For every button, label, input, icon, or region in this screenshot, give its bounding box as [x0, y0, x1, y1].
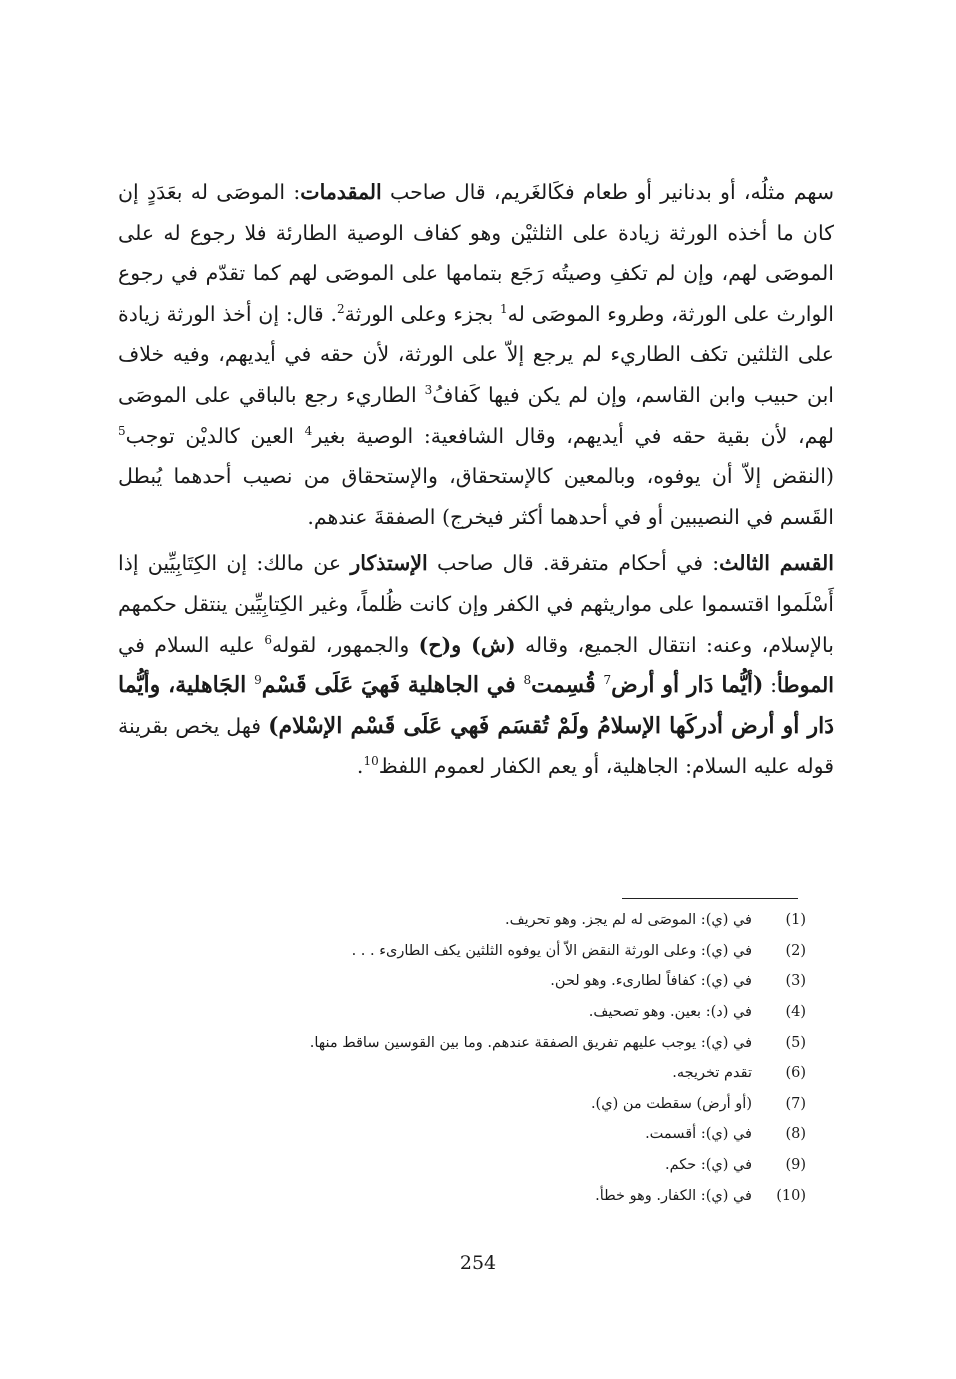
- text-run: فهل يخص بقرينة قوله عليه السلام: الجاهلية، أو يعم الكفار لعموم اللفظ: [118, 713, 834, 779]
- footnote-number: (3): [785, 973, 806, 990]
- footnote-item: [240, 1058, 806, 1089]
- text-run: الطاريء رجع بالباقي على الموصَى لهم، لأن بقية حقه في أيديهم، وقال الشافعية: الوصية بغير: [118, 382, 834, 448]
- footnote-text: في (ي): كفافاً لطارىء. وهو لحن.: [550, 973, 752, 990]
- footnote-item: [240, 936, 806, 967]
- footnote-text: في (د): بعين. وهو تصحيف.: [588, 1004, 752, 1021]
- bold-term: الإستذكار: [350, 551, 428, 576]
- text-run: (النقض إلاّ أن يوفوه، وبالمعين كالإستحقاق، والإستحقاق من نصيب أحدهما يُبطل القَسم في النصيبين أو في أحدهما أكثر فيخرج) الصفقةَ عندهم.: [118, 464, 834, 529]
- footnote-item: [240, 1150, 806, 1181]
- footnote-text: في (ي): يوجب عليهم تفريق الصفقة عندهم. وما بين القوسين ساقط منها.: [309, 1034, 752, 1051]
- bold-term: (ش) و(ح): [418, 632, 516, 657]
- hadith-text: (أيُّما دَار أو أرض: [611, 672, 764, 699]
- footnote-item: [240, 1119, 806, 1150]
- footnote-text: في (ي): حكم.: [664, 1157, 752, 1174]
- footnote-number: (2): [785, 942, 806, 959]
- footnote-item: [240, 1089, 806, 1120]
- footnote-item: [240, 1180, 806, 1211]
- text-run: : الموصَى له بعَدَدٍ إن كان ما أخذه الورثة زيادة على الثلثيْن وهو كفاف الوصية الطارئة فلا رجوع له على الموصَى لهم، وإن لم تكفِ وصيتُه رَجَع بتمامها على الموصَى لهم كما تقدّم في رجوع الوارث على الورثة، وطروء الموصَى له: [118, 180, 834, 326]
- footnote-number: (8): [785, 1126, 806, 1143]
- hadith-text: الجَاهلية، وأيُّما دَار أو أرض أدركَها الإسلامُ ولَمْ تُقسَم فَهي عَلَى قَسْم الإسْلام): [118, 672, 834, 739]
- footnote-ref-1: 1: [499, 301, 508, 316]
- main-text: [118, 172, 834, 787]
- footnote-item: [240, 905, 806, 936]
- footnote-ref-3: 3: [424, 383, 433, 398]
- footnote-ref-5: 5: [118, 423, 126, 438]
- footnote-item: [240, 997, 806, 1028]
- footnote-text: في (ي): أقسمت.: [645, 1126, 752, 1143]
- hadith-text: في الجاهلية فَهيَ عَلَى قَسْم: [261, 672, 524, 699]
- text-run: العين كالديْن توجب: [125, 423, 305, 448]
- footnote-number: (1): [785, 912, 806, 929]
- footnote-text: في (ي): الكفار. وهو خطأ.: [595, 1187, 752, 1204]
- text-run: عليه السلام في: [118, 632, 265, 657]
- footnote-text: (أو أرض) سقطت من (ي).: [590, 1095, 752, 1112]
- footnote-ref-6: 6: [264, 632, 272, 647]
- text-run: عن مالك: إن الكِتَابِيِّين إذا أَسْلَموا اقتسموا على مواريثهم في الكفر وإن كانت ظُلماً، وغير الكِتابِيِّين ينتقل حكمهم بالإسلام، وعنه: انتقال الجميع، وقاله: [118, 551, 834, 657]
- footnote-number: (7): [785, 1095, 806, 1112]
- text-run: والجمهور، لقوله: [271, 632, 419, 657]
- text-run: .: [356, 754, 364, 779]
- footnote-number: (10): [776, 1187, 806, 1204]
- footnote-separator: [622, 898, 798, 899]
- footnote-ref-10: 10: [363, 754, 379, 769]
- footnote-ref-4: 4: [304, 423, 313, 438]
- paragraph-1: [118, 172, 834, 537]
- footnote-text: تقدم تخريجه.: [672, 1065, 752, 1082]
- footnote-number: (6): [785, 1065, 806, 1082]
- text-run: : في أحكام متفرقة. قال صاحب: [427, 551, 720, 576]
- text-run: بجزء وعلى الورثة: [344, 301, 500, 326]
- hadith-text: قُسِمت: [531, 672, 604, 699]
- text-run: . قال: إن أخذ الورثة زيادة على الثلثين تكف الطاريء لم يرجع إلاّ على الورثة، لأن حقه في أيديهم، وفيه خلاف ابن حبيب وابن القاسم، وإن لم يكن فيها كَفافُ: [118, 301, 834, 407]
- footnote-ref-8: 8: [523, 673, 532, 688]
- bold-term: الموطأ: [777, 673, 834, 698]
- footnote-ref-7: 7: [603, 673, 612, 688]
- footnote-text: في (ي): الموصَى له لم يجز. وهو تحريف.: [504, 912, 752, 929]
- footnote-ref-2: 2: [336, 301, 345, 316]
- footnote-text: في (ي): وعلى الورثة النقض الاّ أن يوفوه الثلثين يكف الطارىء . . .: [351, 942, 752, 959]
- text-run: :: [763, 673, 778, 698]
- section-heading: القسم الثالث: [719, 551, 834, 576]
- bold-term: المقدمات: [300, 180, 382, 204]
- footnote-number: (9): [785, 1157, 806, 1174]
- footnote-number: (5): [785, 1034, 806, 1051]
- page-number: 254: [459, 1252, 497, 1274]
- footnote-item: [240, 966, 806, 997]
- footnote-number: (4): [785, 1004, 806, 1021]
- footnotes: [240, 905, 806, 1211]
- footnote-ref-9: 9: [254, 673, 262, 688]
- text-run: سهم مثلُه، أو بدنانير أو طعام فكَالغَريم، قال صاحب: [381, 180, 834, 204]
- footnote-item: [240, 1027, 806, 1058]
- paragraph-2: [118, 543, 834, 787]
